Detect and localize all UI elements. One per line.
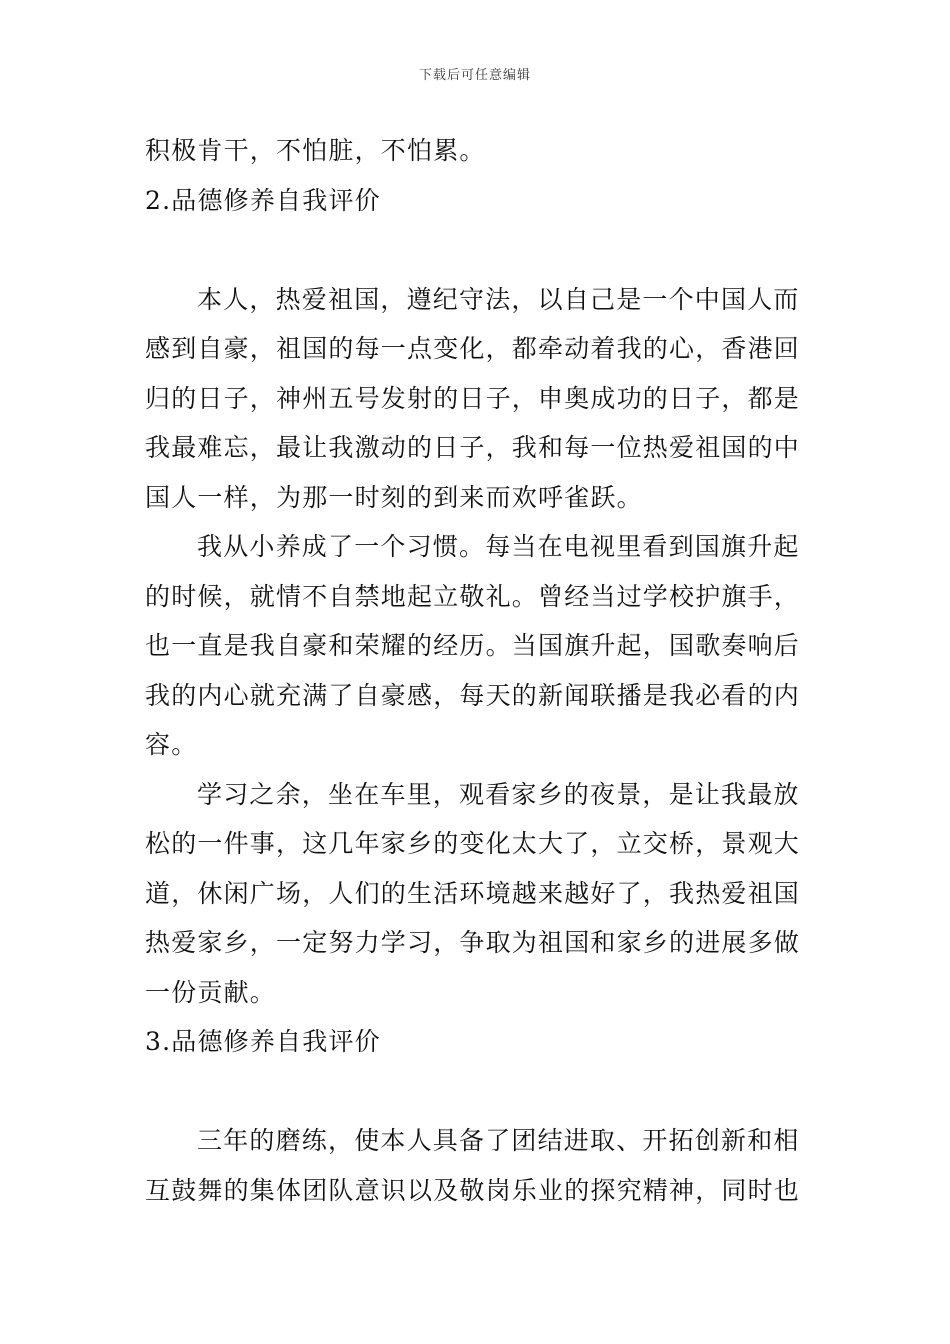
paragraph-line: 我的内心就充满了自豪感，每天的新闻联播是我必看的内 xyxy=(145,680,801,710)
paragraph-line: 互鼓舞的集体团队意识以及敬岗乐业的探究精神，同时也 xyxy=(145,1175,801,1205)
paragraph-line: 热爱家乡，一定努力学习，争取为祖国和家乡的进展多做 xyxy=(145,928,801,957)
paragraph-line: 道，休闲广场，人们的生活环境越来越好了，我热爱祖国 xyxy=(145,878,801,908)
paragraph-line: 一份贡献。 xyxy=(145,977,277,1007)
section-spacer xyxy=(145,1067,810,1117)
paragraph-line: 国人一样，为那一时刻的到来而欢呼雀跃。 xyxy=(145,482,643,512)
paragraph-line: 三年的磨练，使本人具备了团结进取、开拓创新和相 xyxy=(197,1126,800,1155)
paragraph-line: 积极肯干，不怕脏，不怕累。 xyxy=(145,136,486,165)
paragraph-line: 容。 xyxy=(145,730,198,759)
section-heading: 2.品德修养自我评价 xyxy=(145,185,381,215)
document-body xyxy=(145,126,810,1215)
paragraph-line: 本人，热爱祖国，遵纪守法，以自己是一个中国人而 xyxy=(197,284,800,314)
paragraph-line: 也一直是我自豪和荣耀的经历。当国旗升起，国歌奏响后 xyxy=(145,631,801,660)
paragraph-line: 我从小养成了一个习惯。每当在电视里看到国旗升起 xyxy=(197,532,800,561)
paragraph-line: 归的日子，神州五号发射的日子，申奥成功的日子，都是 xyxy=(145,383,801,413)
paragraph-line: 松的一件事，这几年家乡的变化太大了，立交桥，景观大 xyxy=(145,829,801,858)
page-header: 下载后可任意编辑 xyxy=(418,68,531,83)
paragraph-line: 我最难忘，最让我激动的日子，我和每一位热爱祖国的中 xyxy=(145,433,801,462)
paragraph-line: 的时候，就情不自禁地起立敬礼。曾经当过学校护旗手， xyxy=(145,581,801,611)
section-spacer xyxy=(145,225,810,275)
section-heading: 3.品德修养自我评价 xyxy=(145,1027,381,1056)
paragraph-line: 学习之余，坐在车里，观看家乡的夜景，是让我最放 xyxy=(197,779,800,809)
paragraph-line: 感到自豪，祖国的每一点变化，都牵动着我的心，香港回 xyxy=(145,334,801,363)
